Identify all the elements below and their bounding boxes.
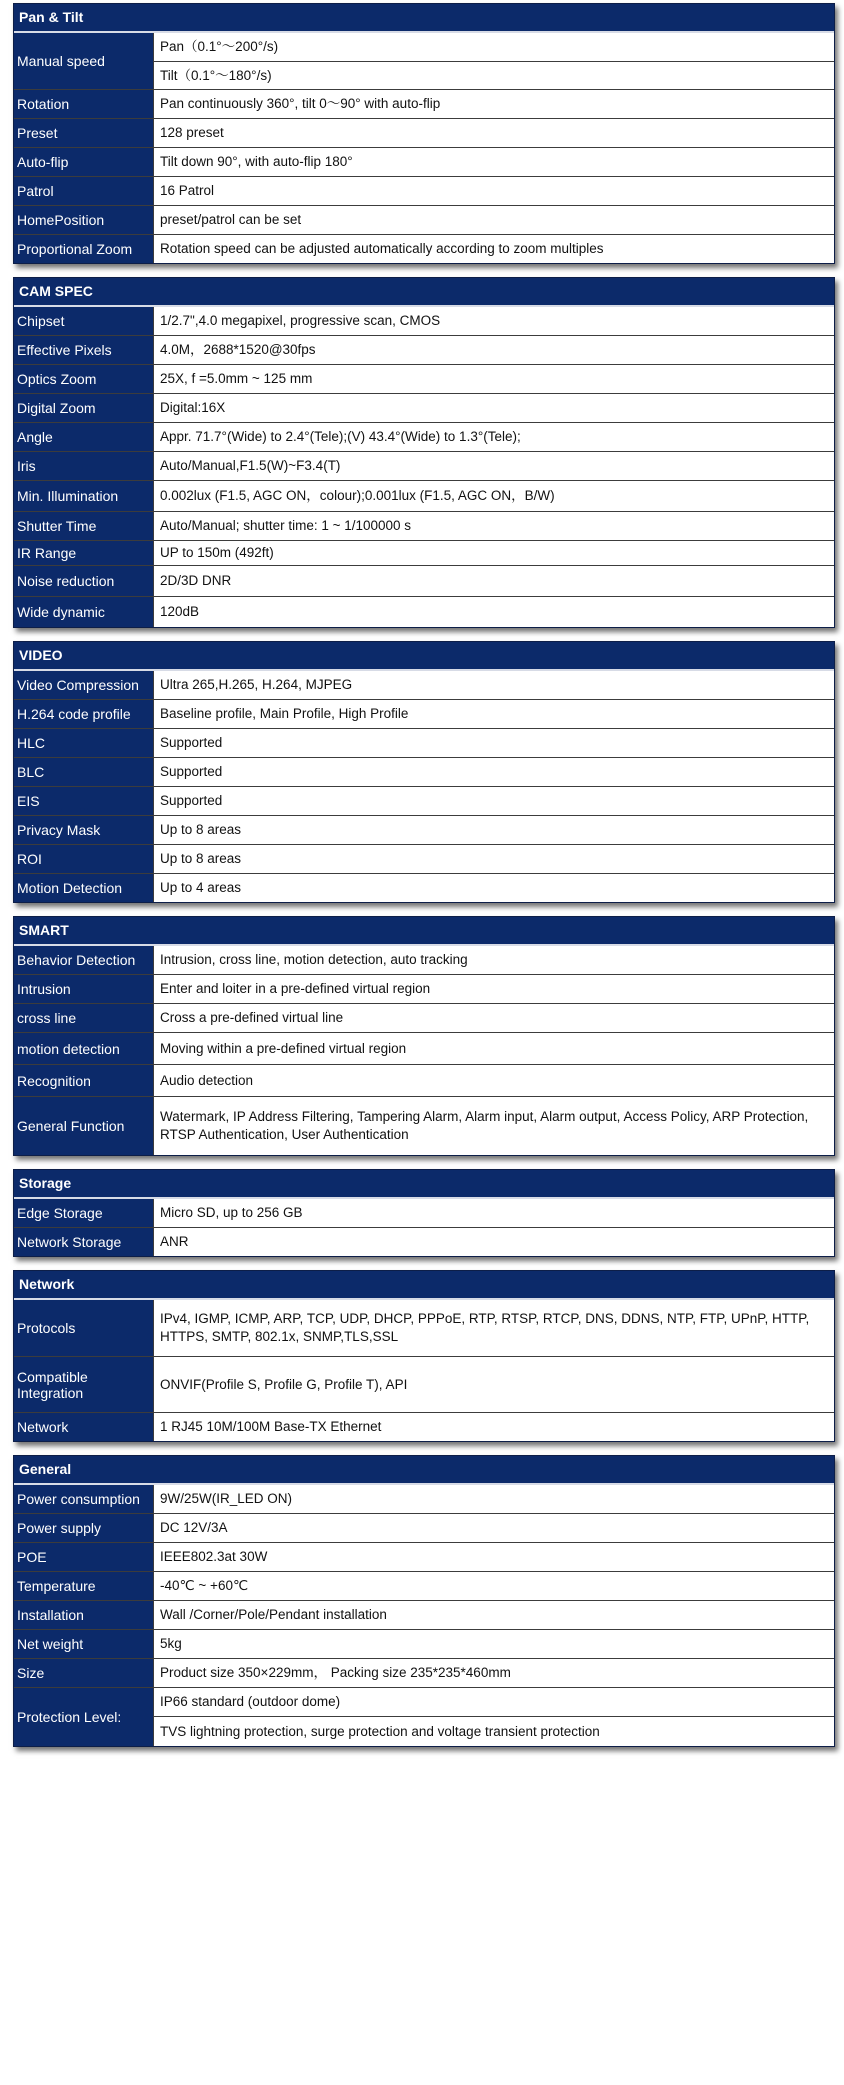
spec-values [154,206,834,234]
spec-label: Protocols [14,1300,154,1356]
spec-label: HLC [14,729,154,757]
spec-label: Power supply [14,1514,154,1542]
spec-row [14,1571,834,1600]
spec-value: Moving within a pre-defined virtual region [160,1040,407,1056]
spec-row [14,118,834,147]
spec-label: HomePosition [14,206,154,234]
spec-row [14,364,834,393]
spec-label: H.264 code profile [14,700,154,728]
spec-values [154,33,834,89]
spec-row [14,844,834,873]
spec-value: 25X, f =5.0mm ~ 125 mm [160,371,313,386]
spec-value: Cross a pre-defined virtual line [160,1010,344,1025]
spec-row [14,946,834,974]
spec-row [14,786,834,815]
spec-row [14,147,834,176]
spec-values [154,1630,834,1658]
spec-value: Supported [160,735,223,750]
spec-values [154,394,834,422]
spec-value: Tilt（0.1°～180°/s) [154,61,834,89]
spec-label: Effective Pixels [14,336,154,364]
spec-value: Ultra 265,H.265, H.264, MJPEG [160,677,353,692]
spec-label: Angle [14,423,154,451]
spec-label: Min. Illumination [14,481,154,511]
spec-value: 2D/3D DNR [160,573,232,588]
spec-values [154,336,834,364]
spec-row [14,1600,834,1629]
spec-label: Video Compression [14,671,154,699]
spec-label: Iris [14,452,154,480]
spec-label: Digital Zoom [14,394,154,422]
spec-label: BLC [14,758,154,786]
spec-row [14,728,834,757]
spec-label: Compatible Integration [14,1357,154,1412]
spec-label: IR Range [14,541,154,565]
spec-row [14,307,834,335]
spec-values [154,566,834,596]
spec-value: Pan continuously 360°, tilt 0～90° with auto-flip [160,96,441,111]
spec-label: Preset [14,119,154,147]
spec-value: Rotation speed can be adjusted automatically according to zoom multiples [160,241,604,256]
spec-values [154,1659,834,1687]
spec-label: Wide dynamic [14,597,154,627]
spec-row [14,671,834,699]
spec-row [14,480,834,511]
spec-values [154,1065,834,1096]
spec-row [14,176,834,205]
spec-values [154,787,834,815]
spec-label: POE [14,1543,154,1571]
spec-value: Supported [160,793,223,808]
spec-row [14,33,834,89]
spec-section-video [13,641,835,903]
spec-values [154,874,834,902]
spec-label: EIS [14,787,154,815]
spec-values [154,975,834,1003]
spec-row [14,1199,834,1227]
spec-values [154,597,834,627]
spec-value: UP to 150m (492ft) [160,545,274,560]
spec-row [14,1513,834,1542]
spec-section-cam-spec [13,277,835,628]
spec-section-pan-tilt [13,3,835,264]
spec-row [14,422,834,451]
section-title: SMART [14,917,834,946]
spec-label: Size [14,1659,154,1687]
spec-value: 120dB [160,604,200,619]
spec-label: Net weight [14,1630,154,1658]
section-title: VIDEO [14,642,834,671]
spec-row [14,1542,834,1571]
spec-values [154,1413,834,1441]
spec-value: Auto/Manual; shutter time: 1 ~ 1/100000 s [160,518,412,533]
spec-row [14,1629,834,1658]
spec-values [154,671,834,699]
spec-label: Installation [14,1601,154,1629]
spec-values [154,1004,834,1032]
spec-values [154,1601,834,1629]
spec-row [14,757,834,786]
spec-values [154,946,834,974]
spec-label: Intrusion [14,975,154,1003]
spec-label: Shutter Time [14,512,154,540]
spec-values [154,729,834,757]
spec-value: 0.002lux (F1.5, AGC ON，colour);0.001lux (F1.5, AGC ON，B/W) [160,488,555,503]
spec-value: Wall /Corner/Pole/Pendant installation [160,1607,387,1622]
section-title: Storage [14,1170,834,1199]
spec-label: motion detection [14,1033,154,1064]
spec-value: 128 preset [160,125,224,140]
spec-label: Optics Zoom [14,365,154,393]
spec-row [14,1658,834,1687]
spec-value: Digital:16X [160,400,226,415]
spec-values [154,452,834,480]
spec-values [154,1228,834,1256]
spec-value: Appr. 71.7°(Wide) to 2.4°(Tele);(V) 43.4°(Wide) to 1.3°(Tele); [160,429,521,444]
spec-value: TVS lightning protection, surge protection and voltage transient protection [154,1716,834,1746]
spec-value: 4.0M，2688*1520@30fps [160,342,316,357]
spec-values [154,307,834,335]
spec-label: Network Storage [14,1228,154,1256]
spec-values [154,816,834,844]
section-title: General [14,1456,834,1485]
spec-section-network [13,1270,835,1442]
spec-row [14,540,834,565]
spec-label: Motion Detection [14,874,154,902]
spec-label: Protection Level: [14,1688,154,1746]
spec-row [14,1485,834,1513]
spec-value: Pan（0.1°～200°/s) [160,39,279,54]
spec-label: Temperature [14,1572,154,1600]
spec-section-smart [13,916,835,1156]
spec-value: IP66 standard (outdoor dome) [160,1694,341,1709]
spec-values [154,119,834,147]
spec-value: Audio detection [160,1072,254,1088]
spec-value: 9W/25W(IR_LED ON) [160,1491,293,1506]
spec-value: Baseline profile, Main Profile, High Profile [160,706,409,721]
spec-value: Auto/Manual,F1.5(W)~F3.4(T) [160,458,341,473]
spec-values [154,541,834,565]
spec-label: Auto-flip [14,148,154,176]
spec-value: 16 Patrol [160,183,215,198]
spec-row [14,205,834,234]
spec-values [154,1514,834,1542]
spec-row [14,89,834,118]
section-title: Pan & Tilt [14,4,834,33]
spec-value: Up to 8 areas [160,822,242,837]
spec-values [154,700,834,728]
spec-row [14,1412,834,1441]
spec-row [14,335,834,364]
spec-value: Up to 8 areas [160,851,242,866]
spec-label: Manual speed [14,33,154,89]
spec-label: Privacy Mask [14,816,154,844]
spec-label: Patrol [14,177,154,205]
spec-values [154,148,834,176]
spec-row [14,815,834,844]
spec-row [14,1356,834,1412]
spec-row [14,511,834,540]
spec-row [14,873,834,902]
spec-value: preset/patrol can be set [160,212,302,227]
spec-label: Noise reduction [14,566,154,596]
spec-section-general [13,1455,835,1747]
spec-row [14,393,834,422]
spec-row [14,1687,834,1746]
spec-label: ROI [14,845,154,873]
spec-row [14,451,834,480]
spec-values [154,1688,834,1746]
spec-value: DC 12V/3A [160,1520,228,1535]
spec-value: Up to 4 areas [160,880,242,895]
spec-value: Enter and loiter in a pre-defined virtual region [160,981,431,996]
spec-row [14,699,834,728]
spec-value: Tilt down 90°, with auto-flip 180° [160,154,353,169]
spec-row [14,565,834,596]
spec-value: -40℃ ~ +60℃ [160,1578,249,1593]
spec-row [14,234,834,263]
spec-values [154,365,834,393]
spec-values [154,177,834,205]
spec-label: Recognition [14,1065,154,1096]
spec-value: IPv4, IGMP, ICMP, ARP, TCP, UDP, DHCP, PPPoE, RTP, RTSP, RTCP, DNS, DDNS, NTP, FTP, UPnP, HTTP, HTTPS, SMTP, 802.1x, SNMP,TLS,SSL [160,1311,810,1344]
spec-values [154,1033,834,1064]
spec-values [154,758,834,786]
spec-values [154,235,834,263]
spec-value: ONVIF(Profile S, Profile G, Profile T), API [160,1376,408,1392]
spec-row [14,1064,834,1096]
spec-row [14,1227,834,1256]
spec-label: Edge Storage [14,1199,154,1227]
spec-values [154,1097,834,1155]
spec-sheet [13,3,833,1760]
spec-row [14,1096,834,1155]
spec-values [154,512,834,540]
spec-value: 1/2.7",4.0 megapixel, progressive scan, CMOS [160,313,441,328]
spec-label: Network [14,1413,154,1441]
spec-label: Rotation [14,90,154,118]
spec-label: General Function [14,1097,154,1155]
spec-values [154,1199,834,1227]
spec-values [154,481,834,511]
spec-section-storage [13,1169,835,1257]
spec-value: ANR [160,1234,189,1249]
spec-label: Power consumption [14,1485,154,1513]
spec-row [14,596,834,627]
spec-value: Product size 350×229mm， Packing size 235*235*460mm [160,1665,511,1680]
section-title: CAM SPEC [14,278,834,307]
spec-values [154,1300,834,1356]
spec-values [154,423,834,451]
spec-values [154,845,834,873]
spec-label: Behavior Detection [14,946,154,974]
spec-label: Proportional Zoom [14,235,154,263]
spec-value: IEEE802.3at 30W [160,1549,268,1564]
spec-values [154,1543,834,1571]
spec-value: Micro SD, up to 256 GB [160,1205,303,1220]
section-title: Network [14,1271,834,1300]
spec-value: Watermark, IP Address Filtering, Tampering Alarm, Alarm input, Alarm output, Access Policy, ARP Protection, RTSP Authentication, User Authentication [160,1109,809,1142]
spec-row [14,974,834,1003]
spec-values [154,1572,834,1600]
spec-values [154,1485,834,1513]
spec-row [14,1032,834,1064]
spec-value: Intrusion, cross line, motion detection, auto tracking [160,952,468,967]
spec-values [154,1357,834,1412]
spec-label: cross line [14,1004,154,1032]
spec-values [154,90,834,118]
spec-row [14,1300,834,1356]
spec-value: 1 RJ45 10M/100M Base-TX Ethernet [160,1419,382,1434]
spec-row [14,1003,834,1032]
spec-value: 5kg [160,1636,182,1651]
spec-value: Supported [160,764,223,779]
spec-label: Chipset [14,307,154,335]
